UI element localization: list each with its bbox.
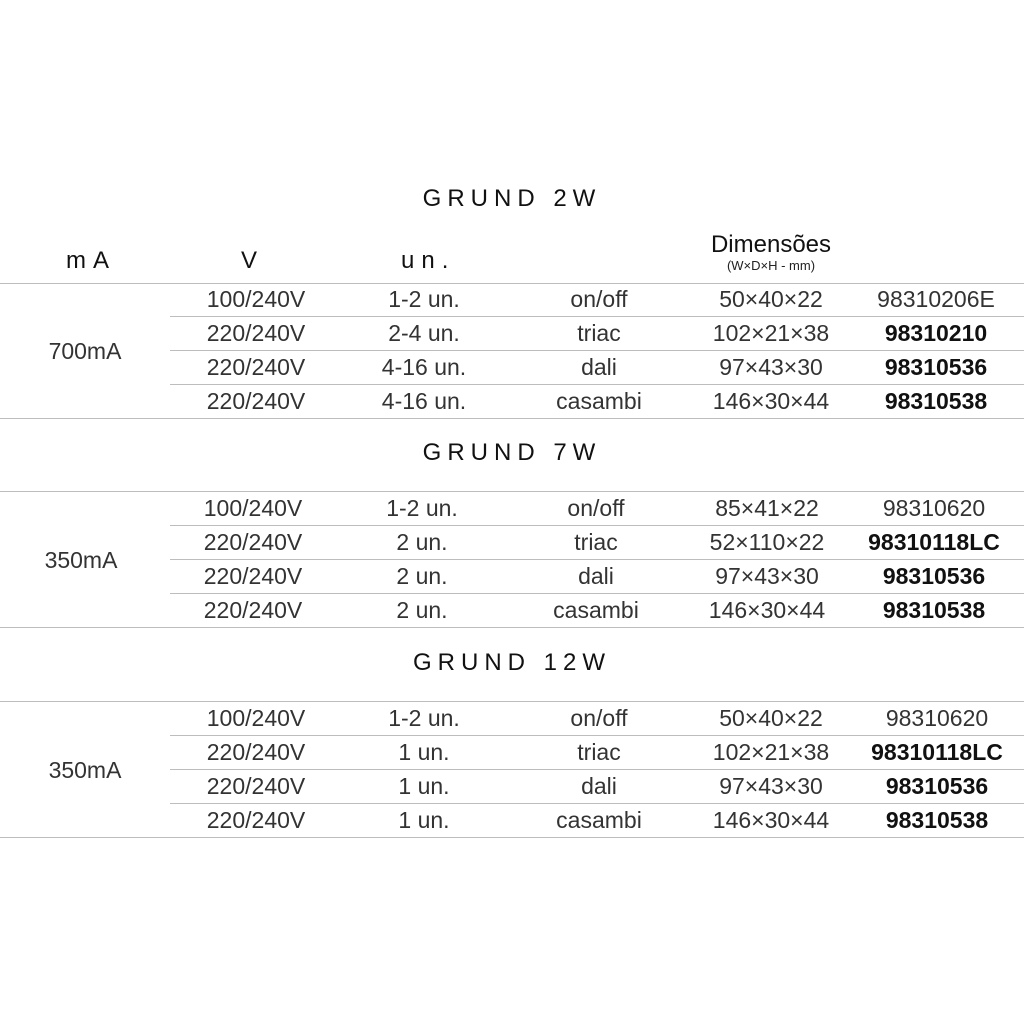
units-cell: 2 un.	[396, 563, 448, 589]
column-header-v: V	[241, 247, 258, 274]
control-cell: dali	[578, 563, 614, 589]
voltage-cell: 220/240V	[206, 354, 306, 380]
voltage-cell: 220/240V	[203, 597, 303, 623]
control-cell: casambi	[556, 807, 642, 833]
product-code-cell: 98310538	[882, 597, 986, 623]
product-code-cell: 98310538	[884, 388, 988, 414]
product-code-cell: 98310536	[882, 563, 986, 589]
voltage-cell: 220/240V	[206, 388, 306, 414]
voltage-cell: 220/240V	[206, 773, 306, 799]
voltage-cell: 100/240V	[203, 495, 303, 521]
control-cell: triac	[577, 739, 621, 765]
divider	[0, 701, 1024, 702]
units-cell: 4-16 un.	[381, 388, 467, 414]
voltage-cell: 220/240V	[206, 739, 306, 765]
control-cell: on/off	[570, 286, 628, 312]
dimensions-cell: 102×21×38	[712, 320, 830, 346]
product-code-cell: 98310536	[885, 773, 989, 799]
column-header-dimensions: Dimensões	[710, 231, 832, 258]
product-code-cell: 98310118LC	[868, 529, 1000, 555]
current-value: 700mA	[48, 338, 122, 364]
dimensions-cell: 52×110×22	[709, 529, 825, 555]
dimensions-cell: 102×21×38	[712, 739, 830, 765]
section-title: GRUND 2W	[422, 185, 602, 212]
control-cell: dali	[581, 773, 617, 799]
dimensions-cell: 97×43×30	[719, 773, 823, 799]
current-value: 350mA	[48, 757, 122, 783]
section-title: GRUND 12W	[412, 649, 611, 676]
units-cell: 1-2 un.	[388, 286, 460, 312]
units-cell: 1 un.	[398, 739, 450, 765]
control-cell: casambi	[553, 597, 639, 623]
product-code-cell: 98310536	[884, 354, 988, 380]
control-cell: triac	[577, 320, 621, 346]
divider	[0, 283, 1024, 284]
units-cell: 1 un.	[398, 773, 450, 799]
control-cell: triac	[574, 529, 618, 555]
column-header-ma: mA	[66, 247, 116, 274]
current-value: 350mA	[44, 547, 118, 573]
units-cell: 4-16 un.	[381, 354, 467, 380]
section-title: GRUND 7W	[422, 439, 602, 466]
control-cell: on/off	[570, 705, 628, 731]
dimensions-cell: 97×43×30	[715, 563, 819, 589]
dimensions-cell: 50×40×22	[719, 705, 823, 731]
units-cell: 1-2 un.	[386, 495, 458, 521]
units-cell: 2-4 un.	[388, 320, 460, 346]
units-cell: 2 un.	[396, 529, 448, 555]
voltage-cell: 220/240V	[203, 529, 303, 555]
divider	[0, 491, 1024, 492]
units-cell: 1-2 un.	[388, 705, 460, 731]
control-cell: dali	[581, 354, 617, 380]
product-code-cell: 98310118LC	[871, 739, 1003, 765]
dimensions-cell: 146×30×44	[712, 388, 830, 414]
divider	[0, 837, 1024, 838]
units-cell: 2 un.	[396, 597, 448, 623]
dimensions-cell: 97×43×30	[719, 354, 823, 380]
units-cell: 1 un.	[398, 807, 450, 833]
product-code-cell: 98310210	[884, 320, 988, 346]
dimensions-cell: 146×30×44	[708, 597, 826, 623]
product-code-cell: 98310538	[885, 807, 989, 833]
voltage-cell: 100/240V	[206, 286, 306, 312]
divider	[0, 418, 1024, 419]
divider	[0, 627, 1024, 628]
voltage-cell: 220/240V	[206, 320, 306, 346]
dimensions-cell: 85×41×22	[715, 495, 819, 521]
dimensions-cell: 146×30×44	[712, 807, 830, 833]
control-cell: on/off	[567, 495, 625, 521]
product-code-cell: 98310206E	[877, 286, 995, 312]
voltage-cell: 100/240V	[206, 705, 306, 731]
dimensions-cell: 50×40×22	[719, 286, 823, 312]
voltage-cell: 220/240V	[206, 807, 306, 833]
column-header-dimensions-units: (W×D×H - mm)	[726, 258, 816, 273]
product-code-cell: 98310620	[882, 495, 986, 521]
product-code-cell: 98310620	[885, 705, 989, 731]
column-header-un: un.	[401, 247, 456, 274]
control-cell: casambi	[556, 388, 642, 414]
voltage-cell: 220/240V	[203, 563, 303, 589]
